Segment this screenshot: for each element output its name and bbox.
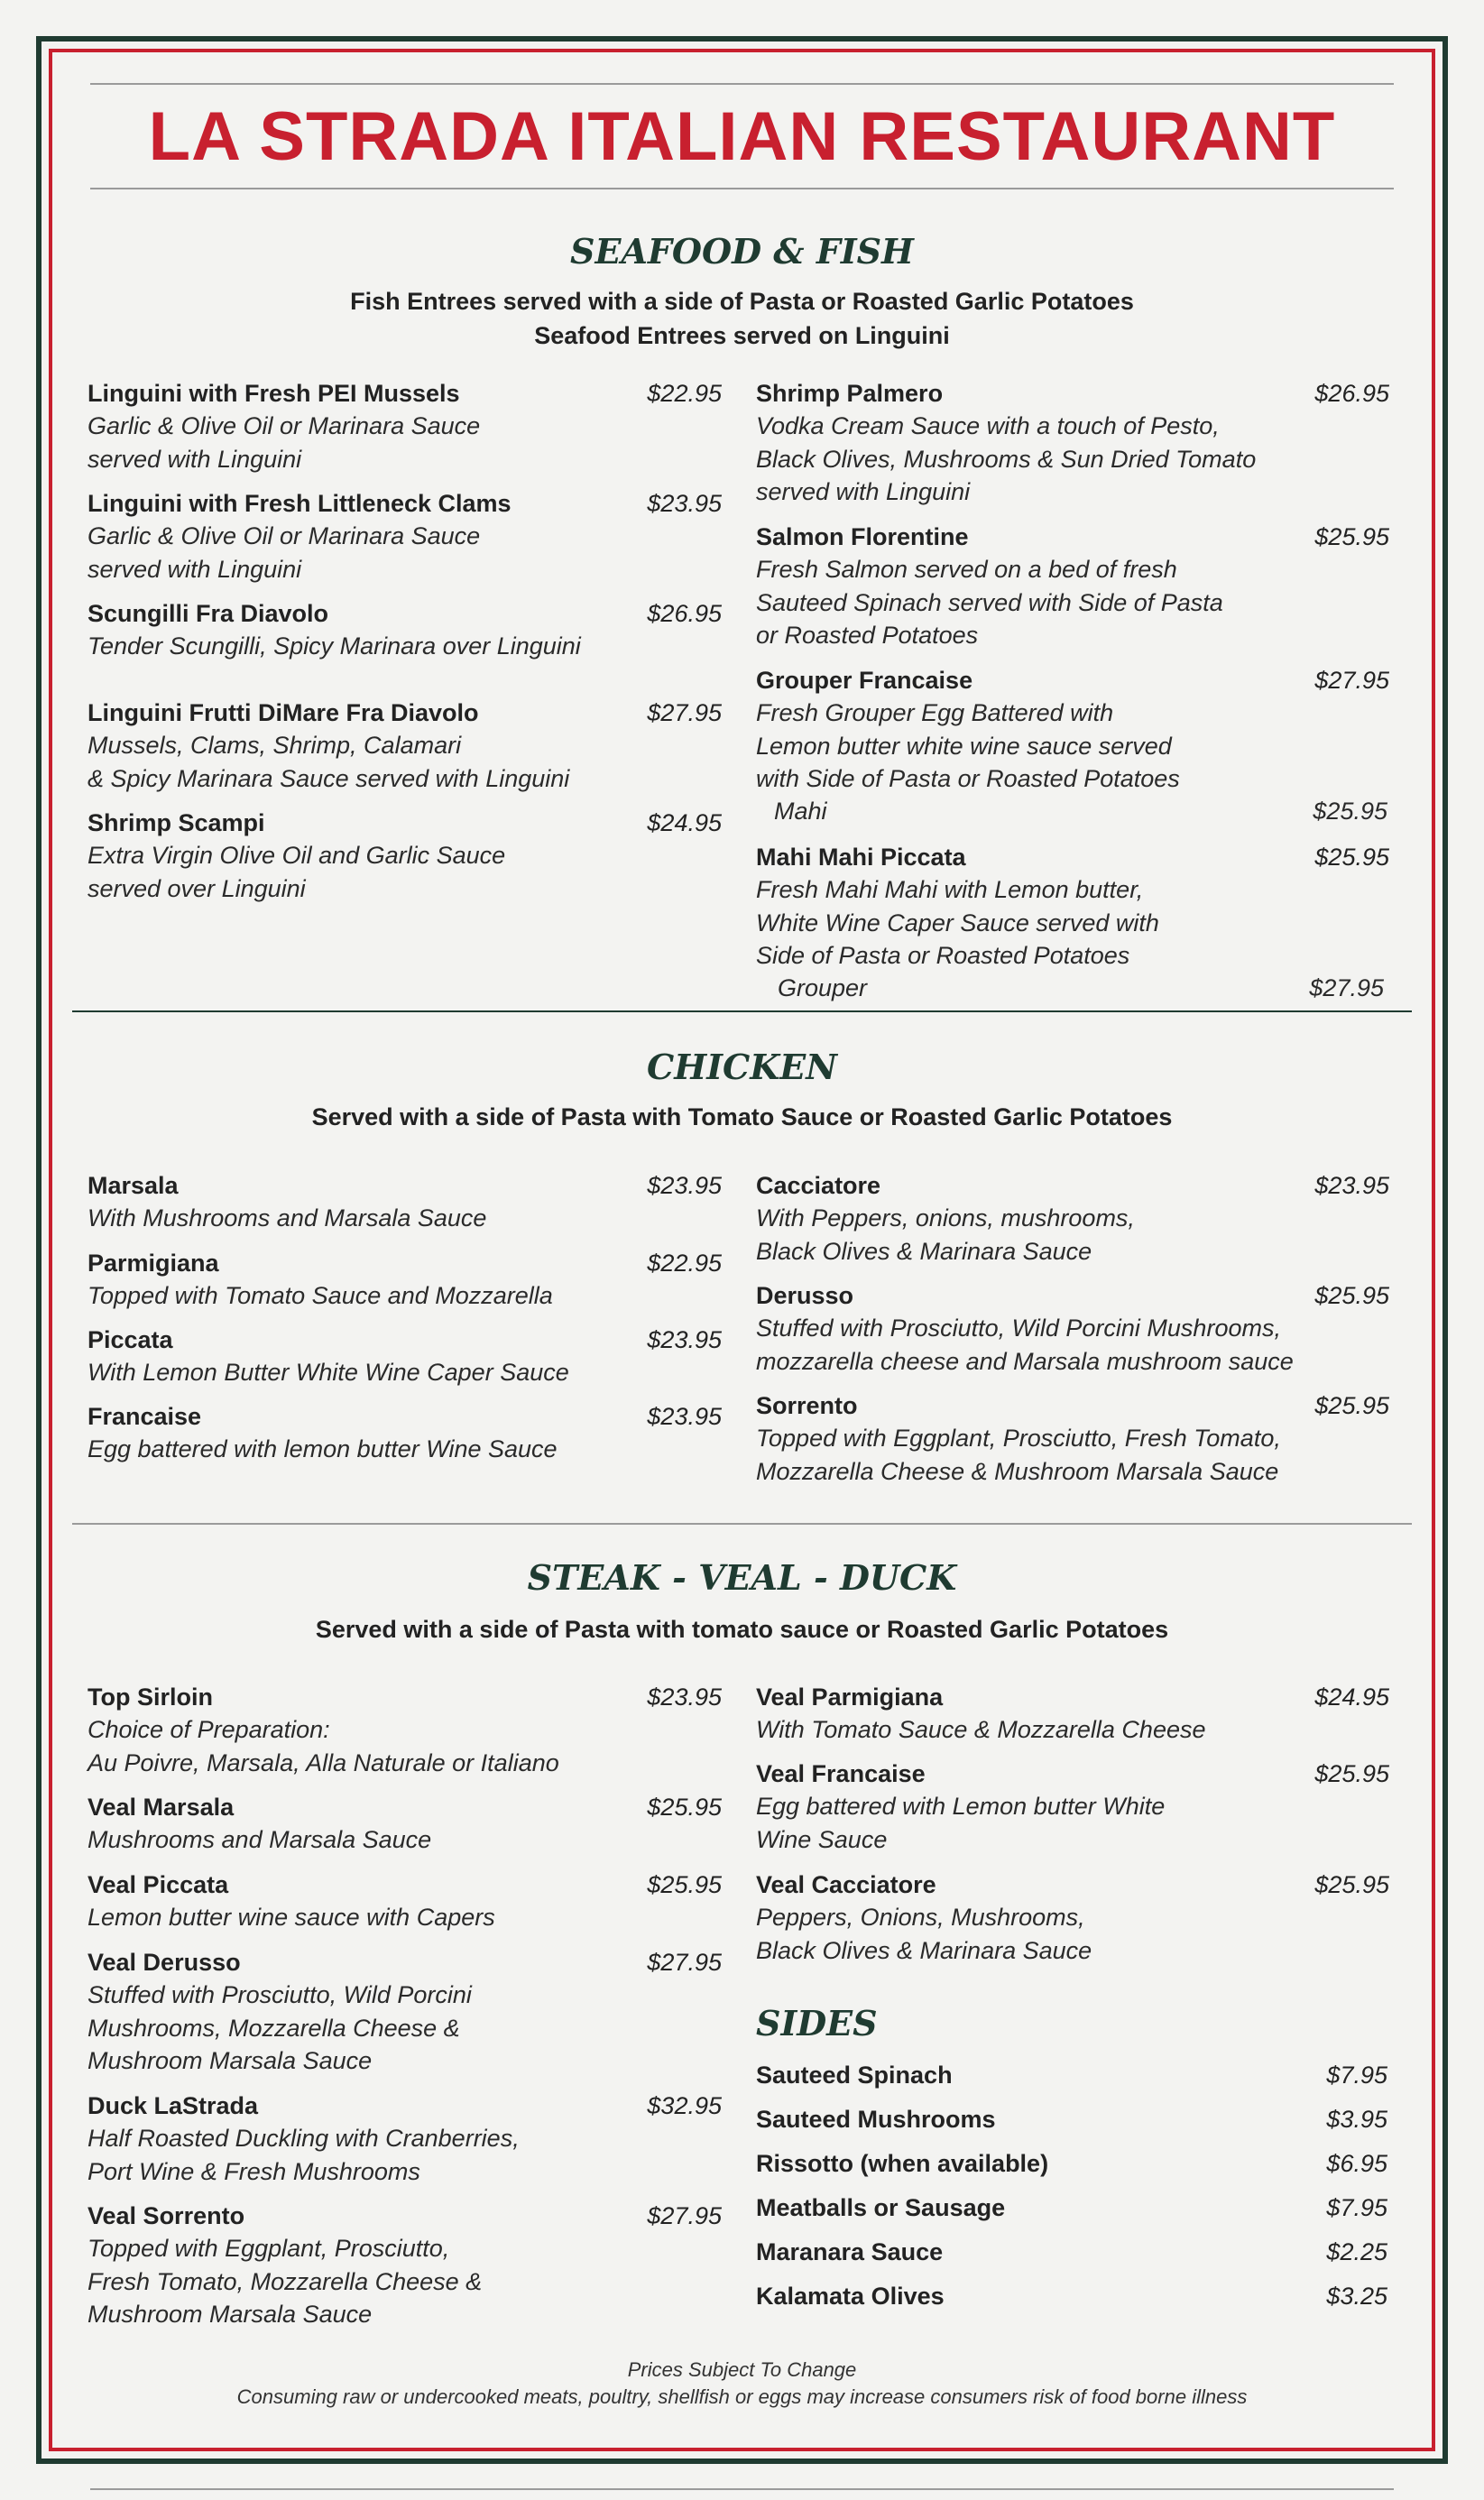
menu-item — [756, 1389, 1389, 1488]
bottom-divider — [90, 2488, 1394, 2490]
item-price: $23.95 — [1314, 1172, 1389, 1199]
list-item — [756, 2236, 1387, 2272]
menu-item — [756, 841, 1389, 973]
item-desc: Mushrooms, Mozzarella Cheese & — [88, 2014, 460, 2042]
menu-item — [88, 1946, 722, 2078]
section-divider — [72, 1010, 1412, 1012]
item-price: $25.95 — [1314, 523, 1389, 550]
item-desc: Black Olives & Marinara Sauce — [756, 1936, 1092, 1964]
list-item — [756, 2059, 1387, 2095]
menu-item — [88, 1400, 722, 1466]
item-desc: Garlic & Olive Oil or Marinara Sauce — [88, 522, 481, 549]
item-price: $27.95 — [1314, 667, 1389, 694]
item-name: Parmigiana — [88, 1250, 219, 1277]
item-desc: served with Linguini — [88, 555, 302, 583]
item-desc: served over Linguini — [88, 874, 306, 902]
menu-item — [756, 1279, 1389, 1378]
side-name: Sauteed Spinach — [756, 2062, 953, 2089]
item-desc: Black Olives, Mushrooms & Sun Dried Tomato — [756, 445, 1257, 473]
menu-item — [756, 1757, 1389, 1856]
item-desc: Lemon butter white wine sauce served — [756, 732, 1172, 760]
item-desc: Vodka Cream Sauce with a touch of Pesto, — [756, 412, 1220, 439]
item-price: $25.95 — [647, 1871, 722, 1898]
item-desc: Topped with Eggplant, Prosciutto, — [88, 2235, 450, 2262]
item-price: $22.95 — [647, 380, 722, 407]
alt-item-price: $25.95 — [1313, 798, 1387, 825]
item-desc: Egg battered with lemon butter Wine Sauce — [88, 1435, 558, 1462]
side-name: Sauteed Mushrooms — [756, 2106, 996, 2133]
side-name: Meatballs or Sausage — [756, 2194, 1006, 2221]
item-desc: Fresh Tomato, Mozzarella Cheese & — [88, 2267, 483, 2295]
item-name: Mahi Mahi Piccata — [756, 844, 966, 871]
item-desc: served with Linguini — [88, 445, 302, 473]
footer-prices-note: Prices Subject To Change — [627, 2358, 857, 2381]
item-desc: White Wine Caper Sauce served with — [756, 909, 1159, 936]
menu-item — [756, 1868, 1389, 1967]
item-desc: mozzarella cheese and Marsala mushroom sauce — [756, 1347, 1294, 1375]
item-price: $23.95 — [647, 1326, 722, 1353]
item-price: $26.95 — [1314, 380, 1389, 407]
item-name: Veal Marsala — [88, 1794, 235, 1821]
side-name: Kalamata Olives — [756, 2283, 945, 2310]
item-name: Linguini Frutti DiMare Fra Diavolo — [88, 699, 479, 726]
item-name: Sorrento — [756, 1392, 858, 1419]
item-price: $25.95 — [1314, 1282, 1389, 1309]
side-name: Maranara Sauce — [756, 2238, 944, 2265]
alt-price-row — [778, 974, 1384, 1002]
item-desc: Half Roasted Duckling with Cranberries, — [88, 2125, 520, 2152]
side-price: $6.95 — [1326, 2150, 1387, 2177]
item-name: Marsala — [88, 1172, 179, 1199]
item-price: $23.95 — [647, 1403, 722, 1430]
item-desc: Topped with Eggplant, Prosciutto, Fresh Tomato, — [756, 1425, 1281, 1452]
item-price: $25.95 — [1314, 844, 1389, 871]
alt-item-price: $27.95 — [1309, 974, 1384, 1001]
item-desc: Port Wine & Fresh Mushrooms — [88, 2157, 420, 2185]
item-desc: & Spicy Marinara Sauce served with Linguini — [88, 764, 570, 792]
list-item — [756, 2147, 1387, 2183]
item-desc: Stuffed with Prosciutto, Wild Porcini — [88, 1981, 472, 2008]
item-price: $27.95 — [647, 1949, 722, 1976]
item-price: $23.95 — [647, 490, 722, 517]
item-name: Veal Francaise — [756, 1760, 926, 1787]
menu-item — [88, 377, 722, 475]
item-name: Veal Derusso — [88, 1949, 241, 1976]
item-price: $26.95 — [647, 600, 722, 627]
item-desc: Sauteed Spinach served with Side of Pasta — [756, 588, 1223, 616]
item-desc: with Side of Pasta or Roasted Potatoes — [756, 765, 1180, 792]
item-desc: Mushroom Marsala Sauce — [88, 2301, 373, 2328]
item-name: Francaise — [88, 1403, 202, 1430]
section-title-chicken: CHICKEN — [647, 1047, 837, 1087]
item-price: $25.95 — [1314, 1871, 1389, 1898]
item-name: Shrimp Palmero — [756, 380, 944, 407]
item-desc: Lemon butter wine sauce with Capers — [88, 1904, 495, 1931]
menu-item — [88, 1791, 722, 1857]
menu-item — [88, 807, 722, 905]
item-desc: Side of Pasta or Roasted Potatoes — [756, 942, 1130, 969]
steak-subtitle: Served with a side of Pasta with tomato sauce or Roasted Garlic Potatoes — [315, 1616, 1169, 1643]
item-price: $25.95 — [647, 1794, 722, 1821]
menu-item — [756, 664, 1389, 796]
side-price: $7.95 — [1326, 2194, 1387, 2221]
seafood-subtitle-linguini: Seafood Entrees served on Linguini — [534, 322, 950, 349]
item-desc: With Peppers, onions, mushrooms, — [756, 1204, 1135, 1232]
menu-item — [88, 696, 722, 795]
list-item — [756, 2103, 1387, 2139]
item-desc: Garlic & Olive Oil or Marinara Sauce — [88, 412, 481, 439]
alt-item-name: Mahi — [774, 798, 827, 825]
restaurant-title: LA STRADA ITALIAN RESTAURANT — [148, 98, 1336, 175]
item-desc: Black Olives & Marinara Sauce — [756, 1237, 1092, 1265]
item-price: $25.95 — [1314, 1760, 1389, 1787]
section-divider — [72, 1523, 1412, 1525]
item-desc: Mushrooms and Marsala Sauce — [88, 1826, 432, 1853]
item-name: Veal Parmigiana — [756, 1684, 944, 1711]
item-desc: Egg battered with Lemon butter White — [756, 1793, 1166, 1820]
side-price: $2.25 — [1326, 2238, 1387, 2265]
item-name: Cacciatore — [756, 1172, 881, 1199]
menu-item — [88, 1247, 722, 1313]
side-price: $7.95 — [1326, 2062, 1387, 2089]
item-price: $24.95 — [647, 809, 722, 836]
item-price: $23.95 — [647, 1172, 722, 1199]
side-price: $3.25 — [1326, 2283, 1387, 2310]
menu-item — [88, 2200, 722, 2331]
item-desc: Choice of Preparation: — [88, 1716, 330, 1743]
menu-item — [88, 1681, 722, 1779]
item-name: Derusso — [756, 1282, 854, 1309]
item-desc: Peppers, Onions, Mushrooms, — [756, 1904, 1085, 1931]
menu-item — [88, 2089, 722, 2188]
item-name: Salmon Florentine — [756, 523, 969, 550]
alt-item-name: Grouper — [778, 974, 868, 1001]
item-price: $27.95 — [647, 699, 722, 726]
list-item — [756, 2191, 1387, 2228]
item-name: Veal Piccata — [88, 1871, 229, 1898]
item-price: $25.95 — [1314, 1392, 1389, 1419]
menu-item — [88, 597, 722, 663]
item-desc: Extra Virgin Olive Oil and Garlic Sauce — [88, 842, 506, 869]
item-price: $32.95 — [647, 2092, 722, 2119]
item-price: $23.95 — [647, 1684, 722, 1711]
item-price: $24.95 — [1314, 1684, 1389, 1711]
menu-item — [88, 1169, 722, 1235]
item-price: $27.95 — [647, 2202, 722, 2229]
section-title-sides: SIDES — [756, 2003, 878, 2043]
item-desc: Tender Scungilli, Spicy Marinara over Linguini — [88, 632, 581, 660]
item-desc: Mushroom Marsala Sauce — [88, 2047, 373, 2074]
item-name: Scungilli Fra Diavolo — [88, 600, 329, 627]
item-desc: With Lemon Butter White Wine Caper Sauce — [88, 1359, 569, 1386]
section-title-steak: STEAK - VEAL - DUCK — [527, 1557, 957, 1598]
item-name: Grouper Francaise — [756, 667, 973, 694]
item-name: Shrimp Scampi — [88, 809, 265, 836]
menu-item — [88, 487, 722, 586]
menu-item — [756, 377, 1389, 509]
item-name: Top Sirloin — [88, 1684, 213, 1711]
item-name: Linguini with Fresh Littleneck Clams — [88, 490, 512, 517]
item-desc: With Mushrooms and Marsala Sauce — [88, 1204, 487, 1232]
item-desc: Mussels, Clams, Shrimp, Calamari — [88, 732, 462, 759]
item-name: Linguini with Fresh PEI Mussels — [88, 380, 460, 407]
item-desc: Wine Sauce — [756, 1825, 888, 1853]
item-desc: With Tomato Sauce & Mozzarella Cheese — [756, 1716, 1206, 1743]
item-price: $22.95 — [647, 1250, 722, 1277]
side-price: $3.95 — [1326, 2106, 1387, 2133]
footer-health-warning: Consuming raw or undercooked meats, poultry, shellfish or eggs may increase consumers risk of food borne illness — [236, 2385, 1248, 2408]
title-divider — [90, 188, 1394, 189]
menu-item — [756, 1681, 1389, 1747]
item-desc: Stuffed with Prosciutto, Wild Porcini Mushrooms, — [756, 1315, 1281, 1342]
section-title-seafood: SEAFOOD & FISH — [570, 231, 914, 272]
item-desc: or Roasted Potatoes — [756, 622, 979, 649]
side-name: Rissotto (when available) — [756, 2150, 1049, 2177]
list-item — [756, 2280, 1387, 2316]
menu-item — [756, 1169, 1389, 1268]
item-desc: Mozzarella Cheese & Mushroom Marsala Sauce — [756, 1457, 1279, 1485]
chicken-subtitle: Served with a side of Pasta with Tomato Sauce or Roasted Garlic Potatoes — [311, 1103, 1173, 1130]
alt-price-row — [774, 798, 1387, 826]
item-name: Piccata — [88, 1326, 173, 1353]
menu-item — [756, 521, 1389, 652]
item-name: Veal Cacciatore — [756, 1871, 936, 1898]
item-name: Duck LaStrada — [88, 2092, 259, 2119]
item-desc: Au Poivre, Marsala, Alla Naturale or Italiano — [88, 1748, 559, 1776]
menu-item — [88, 1324, 722, 1389]
item-desc: Fresh Mahi Mahi with Lemon butter, — [756, 876, 1144, 903]
seafood-subtitle-fish: Fish Entrees served with a side of Pasta or Roasted Garlic Potatoes — [350, 288, 1134, 315]
top-divider — [90, 83, 1394, 85]
item-name: Veal Sorrento — [88, 2202, 245, 2229]
menu-item — [88, 1868, 722, 1934]
item-desc: Fresh Grouper Egg Battered with — [756, 699, 1114, 726]
item-desc: served with Linguini — [756, 478, 971, 505]
item-desc: Topped with Tomato Sauce and Mozzarella — [88, 1282, 553, 1309]
item-desc: Fresh Salmon served on a bed of fresh — [756, 556, 1177, 583]
